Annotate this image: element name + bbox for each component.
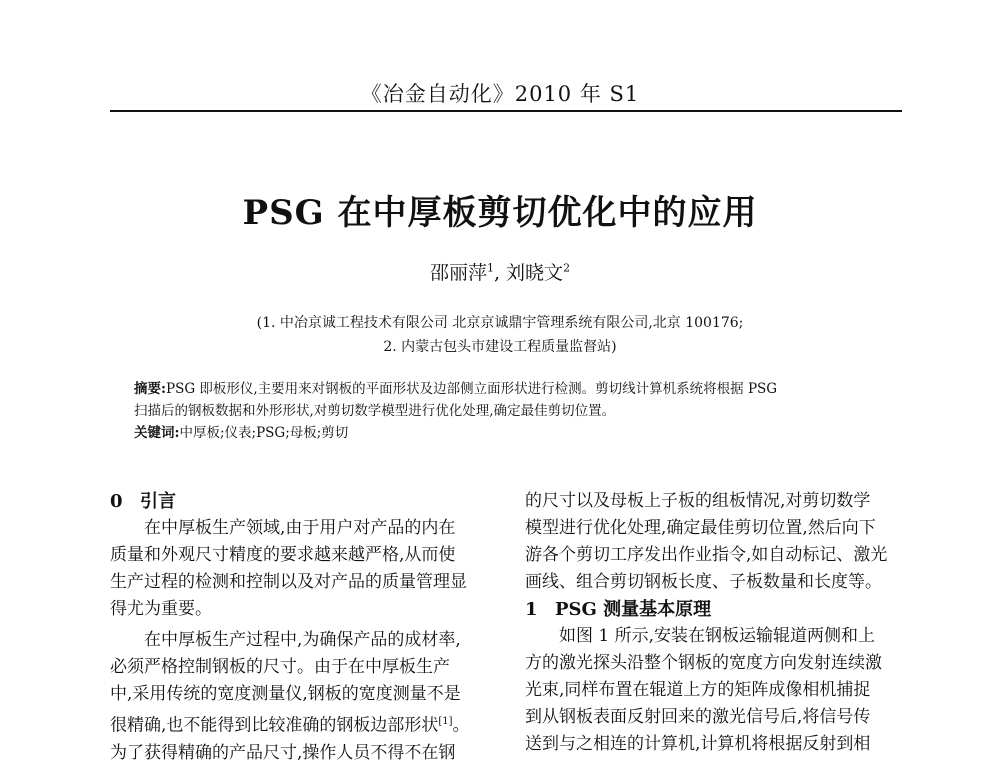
affiliation-line: 2. 内蒙古包头市建设工程质量监督站)	[383, 339, 617, 355]
abstract-label: 摘要:	[134, 381, 166, 397]
body-line: 生产过程的检测和控制以及对产品的质量管理显	[110, 572, 467, 592]
section-title: PSG 测量基本原理	[555, 599, 712, 620]
paper-title: PSG 在中厚板剪切优化中的应用	[242, 193, 758, 233]
body-line: 得尤为重要。	[110, 599, 212, 619]
affiliation-line: (1. 中冶京诚工程技术有限公司 北京京诚鼎宇管理系统有限公司,北京 100176;	[256, 315, 744, 331]
author-separator: ,	[493, 262, 500, 284]
right-column	[525, 488, 905, 758]
body-line: 如图 1 所示,安装在钢板运输辊道两侧和上	[559, 626, 876, 646]
body-line: 在中厚板生产领域,由于用户对产品的内在	[144, 518, 456, 538]
section-heading-principle	[525, 596, 905, 623]
body-line: 为了获得精确的产品尺寸,操作人员不得不在钢	[110, 742, 456, 763]
body-text-tail: 。	[452, 715, 470, 736]
citation-ref: [1]	[438, 716, 453, 727]
abstract-text: PSG 即板形仪,主要用来对钢板的平面形状及边部侧立面形状进行检测。剪切线计算机系统将根据 PSG	[165, 381, 778, 397]
abstract	[134, 378, 884, 444]
body-text: 很精确,也不能得到比较准确的钢板边部形状	[110, 715, 439, 736]
body-line-with-citation	[110, 708, 490, 740]
section-number: 1	[525, 599, 538, 620]
keywords-label: 关键词:	[134, 425, 180, 441]
body-line: 必须严格控制钢板的尺寸。由于在中厚板生产	[110, 657, 450, 677]
section-title: 引言	[140, 491, 176, 512]
body-line: 中,采用传统的宽度测量仪,钢板的宽度测量不是	[110, 684, 461, 704]
body-line: 送到与之相连的计算机,计算机将根据反射到相	[525, 734, 871, 754]
body-line: 画线、组合剪切钢板长度、子板数量和长度等。	[525, 572, 882, 592]
author-name: 刘晓文	[506, 262, 564, 284]
section-number: 0	[110, 491, 123, 512]
author-affil-mark: 2	[563, 261, 571, 275]
body-line: 质量和外观尺寸精度的要求越来越严格,从而使	[110, 545, 456, 565]
author-list	[0, 258, 1000, 285]
body-line: 的尺寸以及母板上子板的组板情况,对剪切数学	[525, 491, 871, 511]
body-line: 到从钢板表面反射回来的激光信号后,将信号传	[525, 707, 871, 727]
body-line: 在中厚板生产过程中,为确保产品的成材率,	[144, 630, 461, 650]
section-heading-intro	[110, 488, 490, 515]
keywords-line	[134, 422, 884, 444]
abstract-line-1	[134, 378, 884, 400]
body-line: 游各个剪切工序发出作业指令,如自动标记、激光	[525, 545, 888, 565]
header-rule	[110, 110, 902, 112]
body-line: 光束,同样布置在辊道上方的矩阵成像相机捕捉	[525, 680, 871, 700]
author-affil-mark: 1	[486, 261, 494, 275]
journal-header: 《冶金自动化》2010 年 S1	[360, 82, 640, 106]
keywords-text: 中厚板;仪表;PSG;母板;剪切	[179, 425, 349, 441]
body-line: 方的激光探头沿整个钢板的宽度方向发射连续激	[525, 653, 882, 673]
body-line: 模型进行优化处理,确定最佳剪切位置,然后向下	[525, 518, 876, 538]
abstract-line-2: 扫描后的钢板数据和外形形状,对剪切数学模型进行优化处理,确定最佳剪切位置。	[134, 403, 616, 419]
left-column	[110, 488, 490, 767]
author-name: 邵丽萍	[429, 262, 487, 284]
